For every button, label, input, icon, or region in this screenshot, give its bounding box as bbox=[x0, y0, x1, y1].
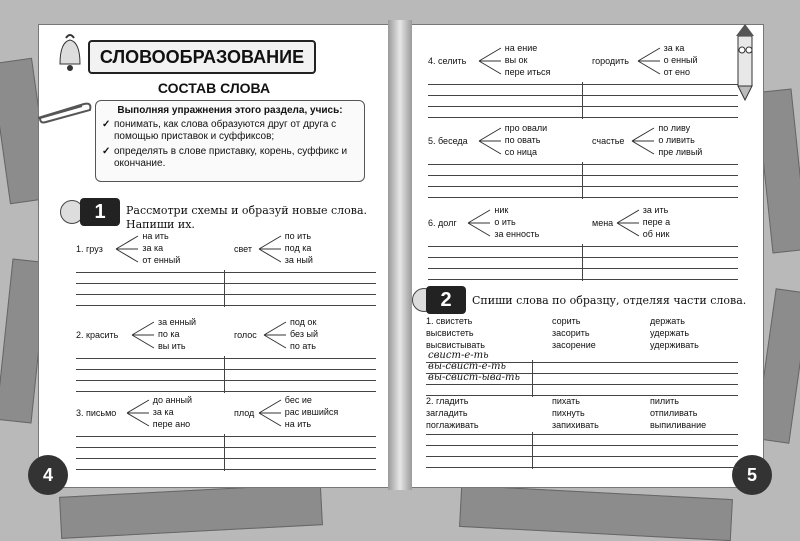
word-root: 5. беседа bbox=[428, 136, 468, 146]
word-scheme: по овать bbox=[504, 135, 541, 145]
word-scheme: по ка bbox=[158, 329, 180, 339]
pencil-mascot-icon bbox=[728, 22, 762, 102]
goal-text: понимать, как слова образуются друг от друга с помощью приставок и суффиксов; bbox=[114, 119, 337, 142]
word-scheme: про овали bbox=[504, 123, 548, 133]
checkmark-icon: ✓ bbox=[102, 119, 111, 130]
writing-line bbox=[76, 272, 376, 273]
word-root: свет bbox=[234, 244, 253, 254]
bell-icon bbox=[52, 30, 88, 76]
word-cell: сорить bbox=[552, 316, 581, 326]
word-scheme: на ить bbox=[142, 231, 169, 241]
writing-line bbox=[426, 373, 738, 374]
word-root: голос bbox=[234, 330, 257, 340]
writing-divider bbox=[582, 162, 583, 199]
word-root: плод bbox=[234, 408, 255, 418]
handwritten-sample: вы-свист-ыва-ть bbox=[428, 372, 520, 383]
word-root: 2. красить bbox=[76, 330, 119, 340]
writing-line bbox=[428, 106, 738, 107]
word-scheme: об ник bbox=[642, 229, 670, 239]
writing-line bbox=[428, 164, 738, 165]
writing-line bbox=[426, 456, 738, 457]
word-cell: удержать bbox=[650, 328, 690, 338]
word-scheme: о енный bbox=[663, 55, 698, 65]
page-number-right: 5 bbox=[732, 455, 772, 495]
word-cell: запихивать bbox=[552, 420, 599, 430]
word-cell: высвистеть bbox=[426, 328, 474, 338]
writing-line bbox=[428, 95, 738, 96]
writing-divider bbox=[532, 432, 533, 469]
writing-divider bbox=[582, 244, 583, 281]
word-scheme: до анный bbox=[152, 395, 192, 405]
handwritten-sample: свист-е-ть bbox=[428, 350, 489, 361]
goal-item bbox=[104, 119, 356, 143]
goals-heading: Выполняя упражнения этого раздела, учись: bbox=[117, 105, 343, 116]
exercise-number-badge: 1 bbox=[80, 198, 120, 226]
writing-line bbox=[428, 186, 738, 187]
word-scheme: без ый bbox=[290, 329, 318, 339]
writing-line bbox=[428, 175, 738, 176]
word-scheme: за ный bbox=[284, 255, 313, 265]
word-root: счастье bbox=[592, 136, 625, 146]
exercise-instruction: Рассмотри схемы и образуй новые слова. Напиши их. bbox=[126, 204, 367, 231]
learning-goals-box bbox=[95, 100, 365, 182]
handwritten-sample: вы-свист-е-ть bbox=[428, 361, 506, 372]
word-scheme: вы ить bbox=[158, 341, 186, 351]
word-root: 6. долг bbox=[428, 218, 457, 228]
writing-divider bbox=[224, 270, 225, 307]
word-root: мена bbox=[592, 218, 614, 228]
writing-line bbox=[426, 395, 738, 396]
writing-line bbox=[76, 294, 376, 295]
exercise-instruction: Спиши слова по образцу, отделяя части слова. bbox=[472, 294, 747, 307]
word-cell: высвистывать bbox=[426, 340, 485, 350]
writing-divider bbox=[224, 434, 225, 471]
word-cell: отпиливать bbox=[650, 408, 698, 418]
word-scheme: по ать bbox=[290, 341, 316, 351]
word-scheme: рас ившийся bbox=[284, 407, 339, 417]
word-cell: засорить bbox=[552, 328, 590, 338]
writing-line bbox=[426, 467, 738, 468]
writing-line bbox=[428, 197, 738, 198]
word-scheme: пре ливый bbox=[658, 147, 703, 157]
writing-line bbox=[426, 362, 738, 363]
book-spine bbox=[388, 20, 412, 490]
word-cell: пилить bbox=[650, 396, 679, 406]
word-scheme: пере ано bbox=[152, 419, 191, 429]
writing-divider bbox=[532, 360, 533, 397]
checkmark-icon: ✓ bbox=[102, 146, 111, 157]
right-page bbox=[410, 24, 764, 488]
writing-divider bbox=[224, 356, 225, 393]
word-scheme: вы ок bbox=[504, 55, 528, 65]
word-cell: засорение bbox=[552, 340, 596, 350]
writing-line bbox=[76, 358, 376, 359]
writing-line bbox=[428, 279, 738, 280]
word-cell: пихать bbox=[552, 396, 580, 406]
writing-line bbox=[426, 384, 738, 385]
writing-line bbox=[76, 447, 376, 448]
word-cell: 2. гладить bbox=[426, 396, 469, 406]
word-root: 1. груз bbox=[76, 244, 103, 254]
section-subtitle: СОСТАВ СЛОВА bbox=[157, 80, 271, 96]
page-title: СЛОВООБРАЗОВАНИЕ bbox=[88, 40, 316, 74]
word-root: 3. письмо bbox=[76, 408, 117, 418]
word-scheme: за енный bbox=[158, 317, 197, 327]
word-scheme: за ить bbox=[642, 205, 669, 215]
writing-line bbox=[76, 469, 376, 470]
writing-divider bbox=[582, 82, 583, 119]
word-cell: 1. свистеть bbox=[426, 316, 473, 326]
word-scheme: за ка bbox=[152, 407, 174, 417]
writing-line bbox=[76, 305, 376, 306]
word-scheme: на ение bbox=[504, 43, 538, 53]
page-number-left: 4 bbox=[28, 455, 68, 495]
word-scheme: под ок bbox=[290, 317, 317, 327]
writing-line bbox=[428, 117, 738, 118]
word-cell: пихнуть bbox=[552, 408, 585, 418]
goal-text: определять в слове приставку, корень, суффикс и окончание. bbox=[114, 146, 348, 169]
word-scheme: от ено bbox=[663, 67, 691, 77]
writing-line bbox=[426, 445, 738, 446]
word-scheme: на ить bbox=[284, 419, 312, 429]
writing-line bbox=[426, 434, 738, 435]
word-scheme: со ница bbox=[504, 147, 538, 157]
word-cell: удерживать bbox=[650, 340, 699, 350]
word-scheme: за ка bbox=[142, 243, 164, 253]
word-cell: поглаживать bbox=[426, 420, 479, 430]
paperclip-icon bbox=[34, 96, 94, 126]
word-scheme: по ливу bbox=[658, 123, 691, 133]
word-cell: выпиливание bbox=[650, 420, 707, 430]
writing-line bbox=[76, 391, 376, 392]
word-scheme: за енность bbox=[494, 229, 540, 239]
writing-line bbox=[428, 246, 738, 247]
writing-line bbox=[76, 436, 376, 437]
background-book-shape bbox=[59, 483, 323, 539]
word-root: 4. селить bbox=[428, 56, 467, 66]
word-scheme: пере а bbox=[642, 217, 671, 227]
word-scheme: под ка bbox=[284, 243, 312, 253]
writing-line bbox=[428, 257, 738, 258]
word-scheme: о ить bbox=[494, 217, 516, 227]
background-book-shape bbox=[459, 485, 733, 541]
word-cell: загладить bbox=[426, 408, 468, 418]
word-scheme: по ить bbox=[284, 231, 312, 241]
exercise-number-badge: 2 bbox=[426, 286, 466, 314]
word-scheme: от енный bbox=[142, 255, 181, 265]
word-scheme: о ливить bbox=[658, 135, 695, 145]
word-scheme: бес ие bbox=[284, 395, 312, 405]
writing-line bbox=[76, 458, 376, 459]
writing-line bbox=[428, 84, 738, 85]
word-scheme: ник bbox=[494, 205, 509, 215]
word-scheme: пере иться bbox=[504, 67, 551, 77]
writing-line bbox=[428, 268, 738, 269]
writing-line bbox=[76, 283, 376, 284]
writing-line bbox=[76, 369, 376, 370]
word-root: городить bbox=[592, 56, 629, 66]
writing-line bbox=[76, 380, 376, 381]
word-scheme: за ка bbox=[663, 43, 685, 53]
word-cell: держать bbox=[650, 316, 685, 326]
goal-item bbox=[104, 146, 356, 170]
